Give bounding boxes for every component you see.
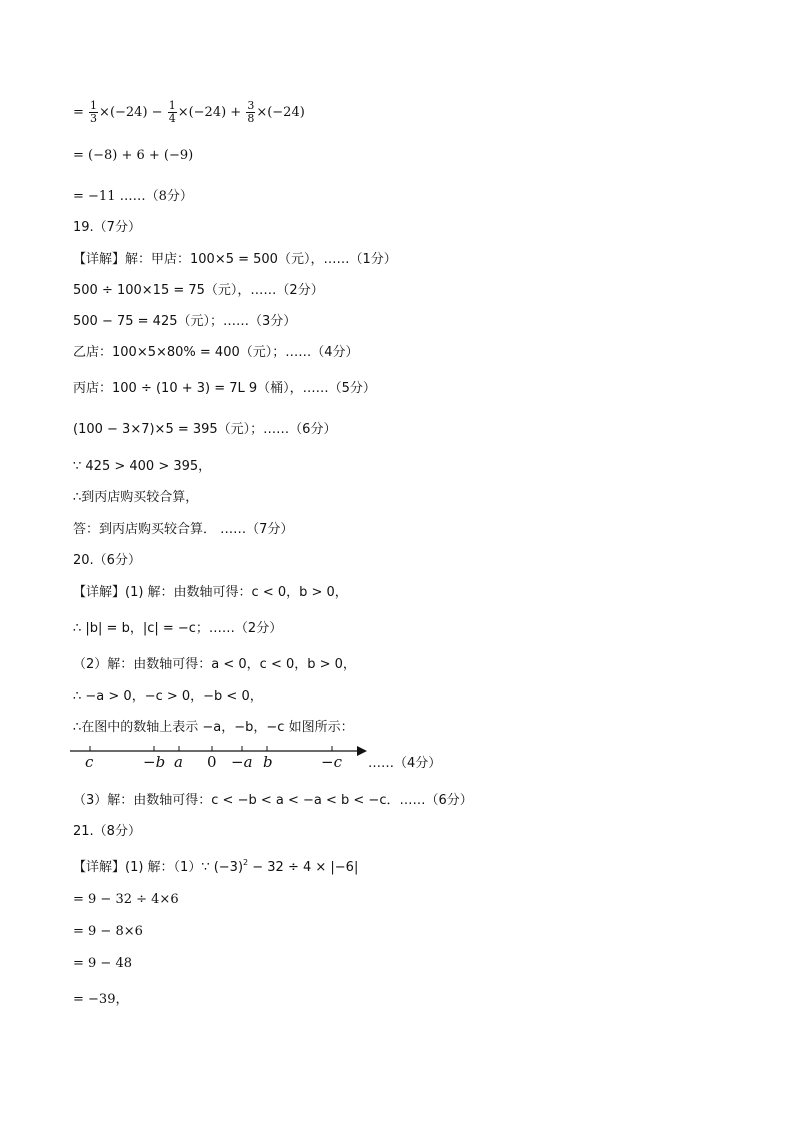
- number-line-score: ……（4分）: [368, 756, 442, 771]
- exponent: 2: [243, 858, 249, 867]
- question-heading-20: 20.（6分）: [73, 553, 141, 568]
- equation-line-2: = (−8) + 6 + (−9): [73, 148, 194, 163]
- label-a: a: [174, 753, 183, 771]
- solution-line: ∵ 425 > 400 > 395，: [73, 459, 212, 474]
- solution-line: 乙店：100×5×80% = 400（元）；……（4分）: [73, 345, 359, 360]
- equation-line: = −39，: [73, 992, 129, 1007]
- equation-line-3: = −11 ……（8分）: [73, 189, 193, 204]
- eq-prefix: 【详解】(1) 解：（1）∵ (−3): [73, 860, 244, 875]
- label-neg-b: −b: [143, 753, 166, 771]
- fraction-three-eighths: [246, 100, 255, 125]
- fraction-one-third: [89, 100, 98, 125]
- solution-line: 500 ÷ 100×15 = 75（元），……（2分）: [73, 283, 324, 298]
- solution-line: ∴在图中的数轴上表示 −a，−b，−c 如图所示：: [73, 720, 354, 735]
- numerator: 1: [90, 99, 98, 112]
- eq-term-1: ×(−24) −: [99, 105, 163, 120]
- eq-term-2: ×(−24) +: [177, 105, 242, 120]
- equation-line: = 9 − 48: [73, 956, 132, 971]
- denominator: 4: [168, 112, 176, 125]
- arrow-right-icon: [357, 746, 367, 756]
- solution-line-with-power: [73, 856, 358, 875]
- solution-line: （2）解：由数轴可得：a < 0，c < 0，b > 0，: [73, 657, 356, 672]
- number-line-figure: [70, 742, 450, 776]
- eq-prefix: =: [73, 105, 84, 120]
- label-c: c: [85, 753, 94, 771]
- denominator: 3: [90, 112, 98, 125]
- equation-line: = 9 − 8×6: [73, 924, 143, 939]
- label-neg-a: −a: [231, 753, 253, 771]
- solution-line: 【详解】解：甲店：100×5 = 500（元），……（1分）: [73, 252, 397, 267]
- denominator: 8: [247, 112, 255, 125]
- solution-line: ∴ |b| = b，|c| = −c；……（2分）: [73, 621, 283, 636]
- solution-line: (100 − 3×7)×5 = 395（元）；……（6分）: [73, 422, 337, 437]
- equation-line: = 9 − 32 ÷ 4×6: [73, 892, 179, 907]
- question-heading-21: 21.（8分）: [73, 824, 141, 839]
- label-b: b: [263, 753, 273, 771]
- label-zero: 0: [207, 753, 217, 771]
- solution-line: 丙店：100 ÷ (10 + 3) = 7L 9（桶），……（5分）: [73, 381, 376, 396]
- numerator: 1: [168, 99, 176, 112]
- solution-line: ∴到丙店购买较合算，: [73, 490, 199, 505]
- solution-line: ∴ −a > 0，−c > 0，−b < 0，: [73, 689, 263, 704]
- eq-rest: − 32 ÷ 4 × |−6|: [248, 860, 359, 875]
- label-neg-c: −c: [321, 753, 342, 771]
- answer-line: 答：到丙店购买较合算． ……（7分）: [73, 522, 294, 537]
- fraction-one-fourth: [168, 100, 177, 125]
- solution-line: 500 − 75 = 425（元）；……（3分）: [73, 314, 297, 329]
- numerator: 3: [247, 99, 255, 112]
- question-heading-19: 19.（7分）: [73, 220, 141, 235]
- solution-line: （3）解：由数轴可得：c < −b < a < −a < b < −c．……（6分）: [73, 793, 473, 808]
- solution-line: 【详解】(1) 解：由数轴可得：c < 0，b > 0，: [73, 585, 348, 600]
- eq-term-3: ×(−24): [256, 105, 305, 120]
- equation-line-1: [73, 100, 305, 125]
